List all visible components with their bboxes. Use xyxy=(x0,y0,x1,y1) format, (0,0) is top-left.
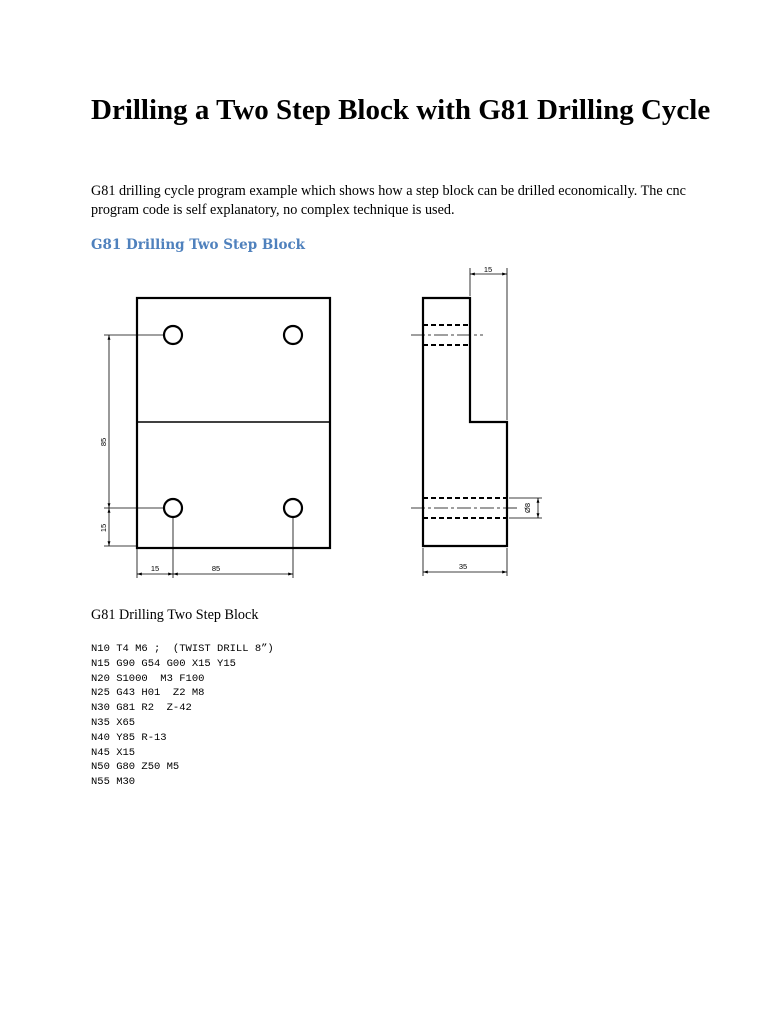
hole-bottom-left xyxy=(164,499,182,517)
side-view xyxy=(411,265,542,576)
code-line: N50 G80 Z50 M5 xyxy=(91,761,180,774)
dim-15-vertical: 15 xyxy=(99,523,108,533)
dim-15-horizontal: 15 xyxy=(150,564,160,573)
code-line: N15 G90 G54 G00 X15 Y15 xyxy=(91,657,236,670)
dim-side-15: 15 xyxy=(483,265,493,274)
hole-top-left xyxy=(164,326,182,344)
intro-paragraph: G81 drilling cycle program example which shows how a step block can be drilled economically. The cnc program code is self explanatory, no complex technique is used. xyxy=(91,183,686,218)
front-view xyxy=(99,298,330,578)
code-line: N55 M30 xyxy=(91,776,136,789)
code-line: N35 X65 xyxy=(91,716,136,729)
article-title: Drilling a Two Step Block with G81 Drilling Cycle xyxy=(91,94,711,126)
code-line: N40 Y85 R-13 xyxy=(91,731,167,744)
hole-bottom-right xyxy=(284,499,302,517)
section-heading: G81 Drilling Two Step Block xyxy=(91,237,306,253)
cnc-program xyxy=(91,642,274,790)
dim-hole-diameter: Ø8 xyxy=(523,502,532,514)
code-line: N10 T4 M6 ; (TWIST DRILL 8”) xyxy=(91,643,274,655)
hole-top-right xyxy=(284,326,302,344)
code-line: N45 X15 xyxy=(91,746,136,759)
dim-side-35: 35 xyxy=(458,562,468,571)
dim-85-vertical: 85 xyxy=(99,437,108,447)
code-line: N25 G43 H01 Z2 M8 xyxy=(91,687,205,700)
dim-85-horizontal: 85 xyxy=(211,564,221,573)
code-line: N30 G81 R2 Z-42 xyxy=(91,702,192,715)
figure-caption: G81 Drilling Two Step Block xyxy=(91,607,259,623)
code-line: N20 S1000 M3 F100 xyxy=(91,672,205,685)
